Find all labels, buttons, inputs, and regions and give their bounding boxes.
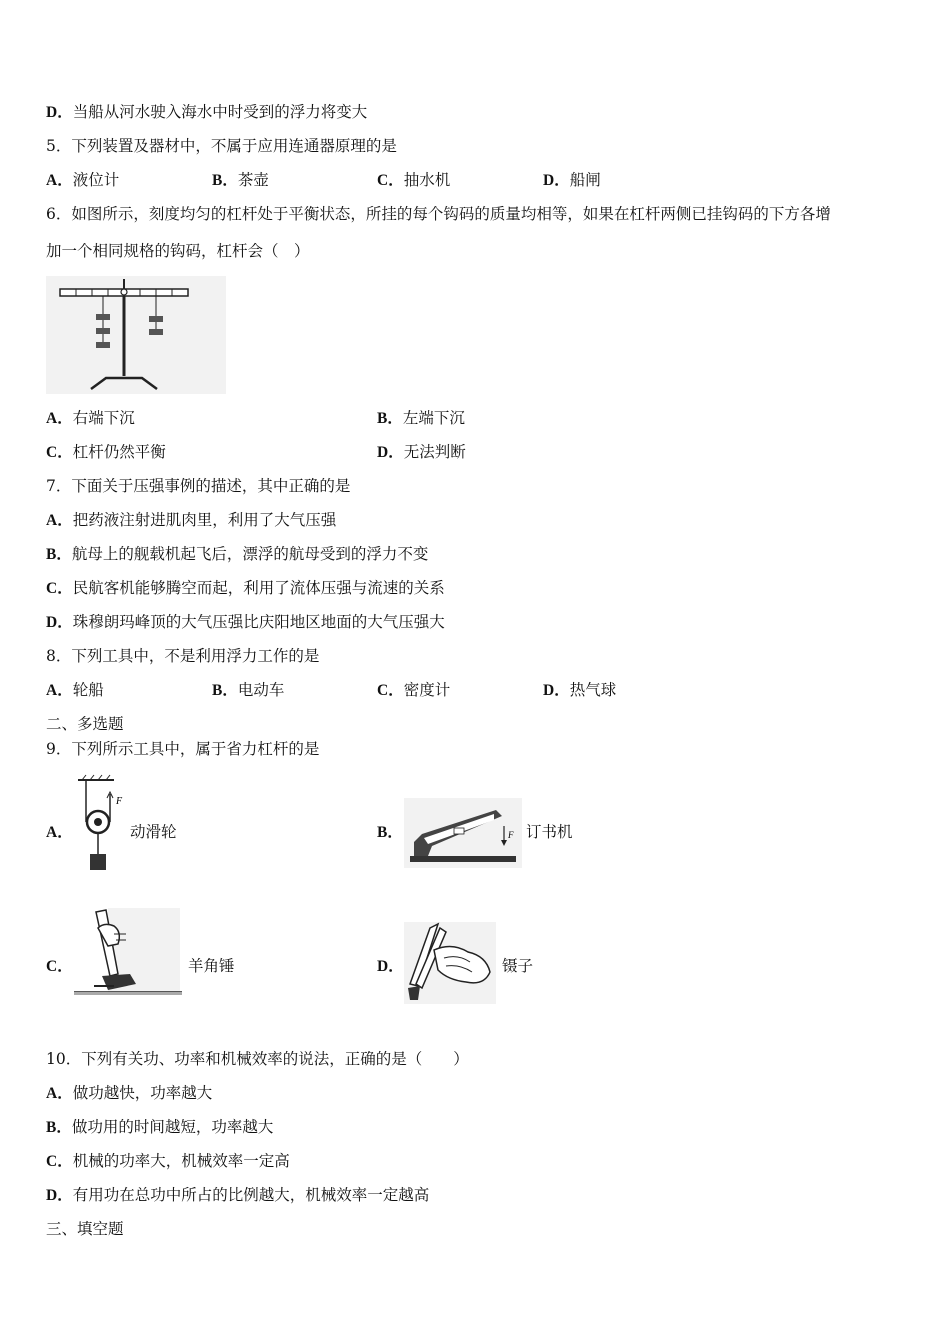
q9-stem: 9．下列所示工具中，属于省力杠杆的是 <box>46 740 320 758</box>
q9-option-d-caption: 镊子 <box>502 957 534 975</box>
svg-text:F: F <box>508 830 514 840</box>
q8-option-b[interactable]: B．电动车 <box>212 681 285 699</box>
claw-hammer-figure <box>74 904 184 1000</box>
q6-option-d[interactable]: D．无法判断 <box>377 443 466 461</box>
stapler-figure <box>404 798 522 868</box>
q8-option-a[interactable]: A．轮船 <box>46 681 104 699</box>
section-heading-multiple-choice: 二、多选题 <box>46 715 124 733</box>
q5-option-a[interactable]: A．液位计 <box>46 171 120 189</box>
q4-option-d: D．当船从河水驶入海水中时受到的浮力将变大 <box>46 103 368 121</box>
q9-option-b-caption: 订书机 <box>526 823 573 841</box>
q6-option-b[interactable]: B．左端下沉 <box>377 409 465 427</box>
q6-option-a[interactable]: A．右端下沉 <box>46 409 135 427</box>
q5-stem: 5．下列装置及器材中，不属于应用连通器原理的是 <box>46 137 397 155</box>
q10-option-b[interactable]: B．做功用的时间越短，功率越大 <box>46 1118 274 1136</box>
section-heading-fill-in: 三、填空题 <box>46 1220 124 1238</box>
q10-stem: 10．下列有关功、功率和机械效率的说法，正确的是（ ） <box>46 1050 469 1068</box>
q7-option-d[interactable]: D．珠穆朗玛峰顶的大气压强比庆阳地区地面的大气压强大 <box>46 613 445 631</box>
q10-option-d[interactable]: D．有用功在总功中所占的比例越大，机械效率一定越高 <box>46 1186 430 1204</box>
q5-option-d[interactable]: D．船闸 <box>543 171 601 189</box>
q6-stem-line1: 6．如图所示，刻度均匀的杠杆处于平衡状态，所挂的每个钩码的质量均相等，如果在杠杆两侧已挂钩码的下方各增 <box>46 205 831 223</box>
q7-option-a[interactable]: A．把药液注射进肌肉里，利用了大气压强 <box>46 511 337 529</box>
q5-option-c[interactable]: C．抽水机 <box>377 171 451 189</box>
q9-option-a-caption: 动滑轮 <box>130 823 177 841</box>
q9-option-c-label[interactable]: C． <box>46 958 73 975</box>
q10-option-a[interactable]: A．做功越快，功率越大 <box>46 1084 213 1102</box>
q7-stem: 7．下面关于压强事例的描述，其中正确的是 <box>46 477 351 495</box>
q5-option-b[interactable]: B．茶壶 <box>212 171 269 189</box>
q8-stem: 8．下列工具中，不是利用浮力工作的是 <box>46 647 320 665</box>
q7-option-b[interactable]: B．航母上的舰载机起飞后，漂浮的航母受到的浮力不变 <box>46 545 429 563</box>
q9-option-d-label[interactable]: D． <box>377 958 404 975</box>
tweezers-figure <box>404 922 496 1004</box>
q9-option-c-caption: 羊角锤 <box>188 957 235 975</box>
lever-balance-figure <box>46 276 226 394</box>
q6-option-c[interactable]: C．杠杆仍然平衡 <box>46 443 166 461</box>
q9-option-b-label[interactable]: B． <box>377 824 403 841</box>
q7-option-c[interactable]: C．民航客机能够腾空而起，利用了流体压强与流速的关系 <box>46 579 445 597</box>
q8-option-d[interactable]: D．热气球 <box>543 681 617 699</box>
movable-pulley-figure <box>74 774 128 874</box>
q6-stem-line2: 加一个相同规格的钩码，杠杆会（ ） <box>46 242 310 260</box>
q10-option-c[interactable]: C．机械的功率大，机械效率一定高 <box>46 1152 290 1170</box>
q9-option-a-label[interactable]: A． <box>46 824 73 841</box>
svg-text:F: F <box>116 796 123 807</box>
q8-option-c[interactable]: C．密度计 <box>377 681 451 699</box>
